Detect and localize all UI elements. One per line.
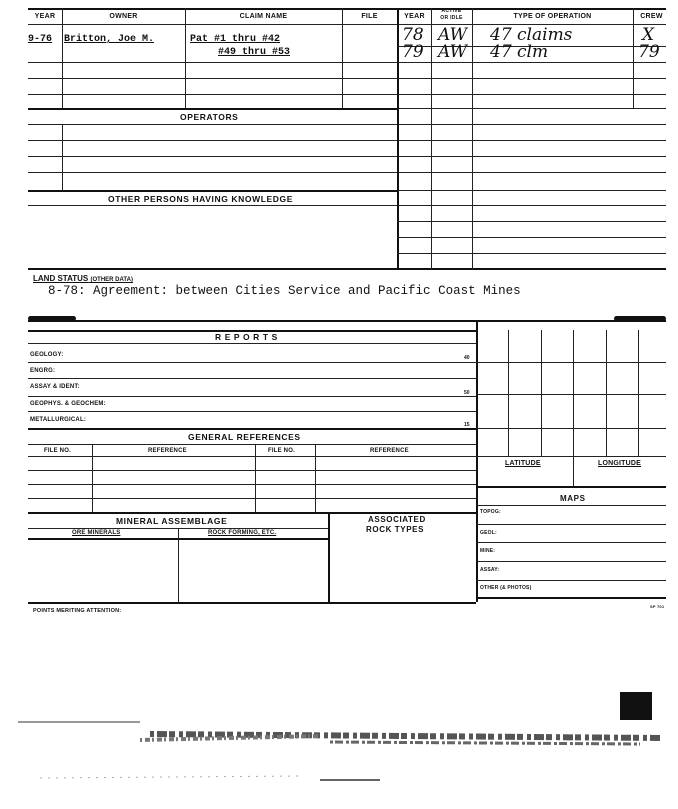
ref-header-file-no-2: FILE NO.	[268, 448, 295, 454]
maps-topog: TOPOG:	[480, 509, 501, 515]
claim-owner: Britton, Joe M.	[64, 34, 155, 45]
ref-header-reference-2: REFERENCE	[370, 448, 409, 454]
ref-header-reference-1: REFERENCE	[148, 448, 187, 454]
activity-header-operation: TYPE OF OPERATION	[513, 13, 592, 20]
report-geology: GEOLOGY:	[30, 352, 64, 358]
maps-geol: GEOL:	[480, 530, 497, 536]
other-persons-title: OTHER PERSONS HAVING KNOWLEDGE	[108, 194, 294, 204]
rock-forming-label: ROCK FORMING, ETC.	[208, 530, 277, 536]
header-claim-name: CLAIM NAME	[239, 13, 288, 20]
reports-title: R E P O R T S	[215, 332, 278, 342]
activity-header-year: YEAR	[404, 13, 425, 20]
scan-noise-graphic	[0, 700, 678, 800]
claim-name-line1: Pat #1 thru #42	[190, 34, 281, 45]
report-engrg: ENGRG:	[30, 368, 56, 374]
report-metallurgical-num: 15	[464, 422, 470, 428]
activity-year-2: 79	[402, 42, 424, 62]
report-geology-num: 40	[464, 355, 470, 361]
claim-name-line2: #49 thru #53	[218, 47, 291, 58]
ore-minerals-label: ORE MINERALS	[72, 530, 121, 536]
activity-active-2: AW	[438, 42, 468, 62]
header-file: FILE	[361, 13, 378, 20]
activity-year-1: 78	[402, 25, 424, 45]
maps-other: OTHER (& PHOTOS)	[480, 585, 532, 591]
header-year: YEAR	[34, 13, 56, 20]
activity-header-idle: OR IDLE	[440, 15, 463, 21]
report-assay: ASSAY & IDENT:	[30, 384, 80, 390]
land-status-entry: 8-78: Agreement: between Cities Service and Pacific Coast Mines	[48, 284, 521, 298]
maps-assay: ASSAY:	[480, 567, 500, 573]
activity-active-1: AW	[438, 25, 468, 45]
activity-header-active: ACTIVE	[441, 8, 462, 14]
activity-header-crew: CREW	[640, 13, 663, 20]
form-code: SP 701	[650, 604, 665, 609]
general-references-title: GENERAL REFERENCES	[188, 432, 301, 442]
report-metallurgical: METALLURGICAL:	[30, 417, 87, 423]
maps-title: MAPS	[560, 494, 586, 503]
maps-mine: MINE:	[480, 548, 496, 554]
report-assay-num: 50	[464, 390, 470, 396]
land-status-label: LAND STATUS (OTHER DATA)	[33, 274, 133, 283]
ref-header-file-no-1: FILE NO.	[44, 448, 71, 454]
operators-title: OPERATORS	[180, 112, 239, 122]
activity-crew-1: X	[642, 25, 655, 45]
longitude-label: LONGITUDE	[598, 460, 642, 467]
mineral-assemblage-title: MINERAL ASSEMBLAGE	[116, 516, 228, 526]
claim-year: 9-76	[28, 34, 53, 45]
activity-operation-2: 47 clm	[490, 42, 549, 62]
latitude-label: LATITUDE	[505, 460, 541, 467]
report-geophys: GEOPHYS. & GEOCHEM:	[30, 401, 106, 407]
activity-crew-2: 79	[638, 42, 660, 62]
points-meriting-label: POINTS MERITING ATTENTION:	[33, 608, 122, 614]
associated-rock-line1: ASSOCIATED	[368, 515, 426, 524]
associated-rock-line2: ROCK TYPES	[366, 525, 425, 534]
header-owner: OWNER	[109, 13, 138, 20]
activity-operation-1: 47 claims	[490, 25, 573, 45]
